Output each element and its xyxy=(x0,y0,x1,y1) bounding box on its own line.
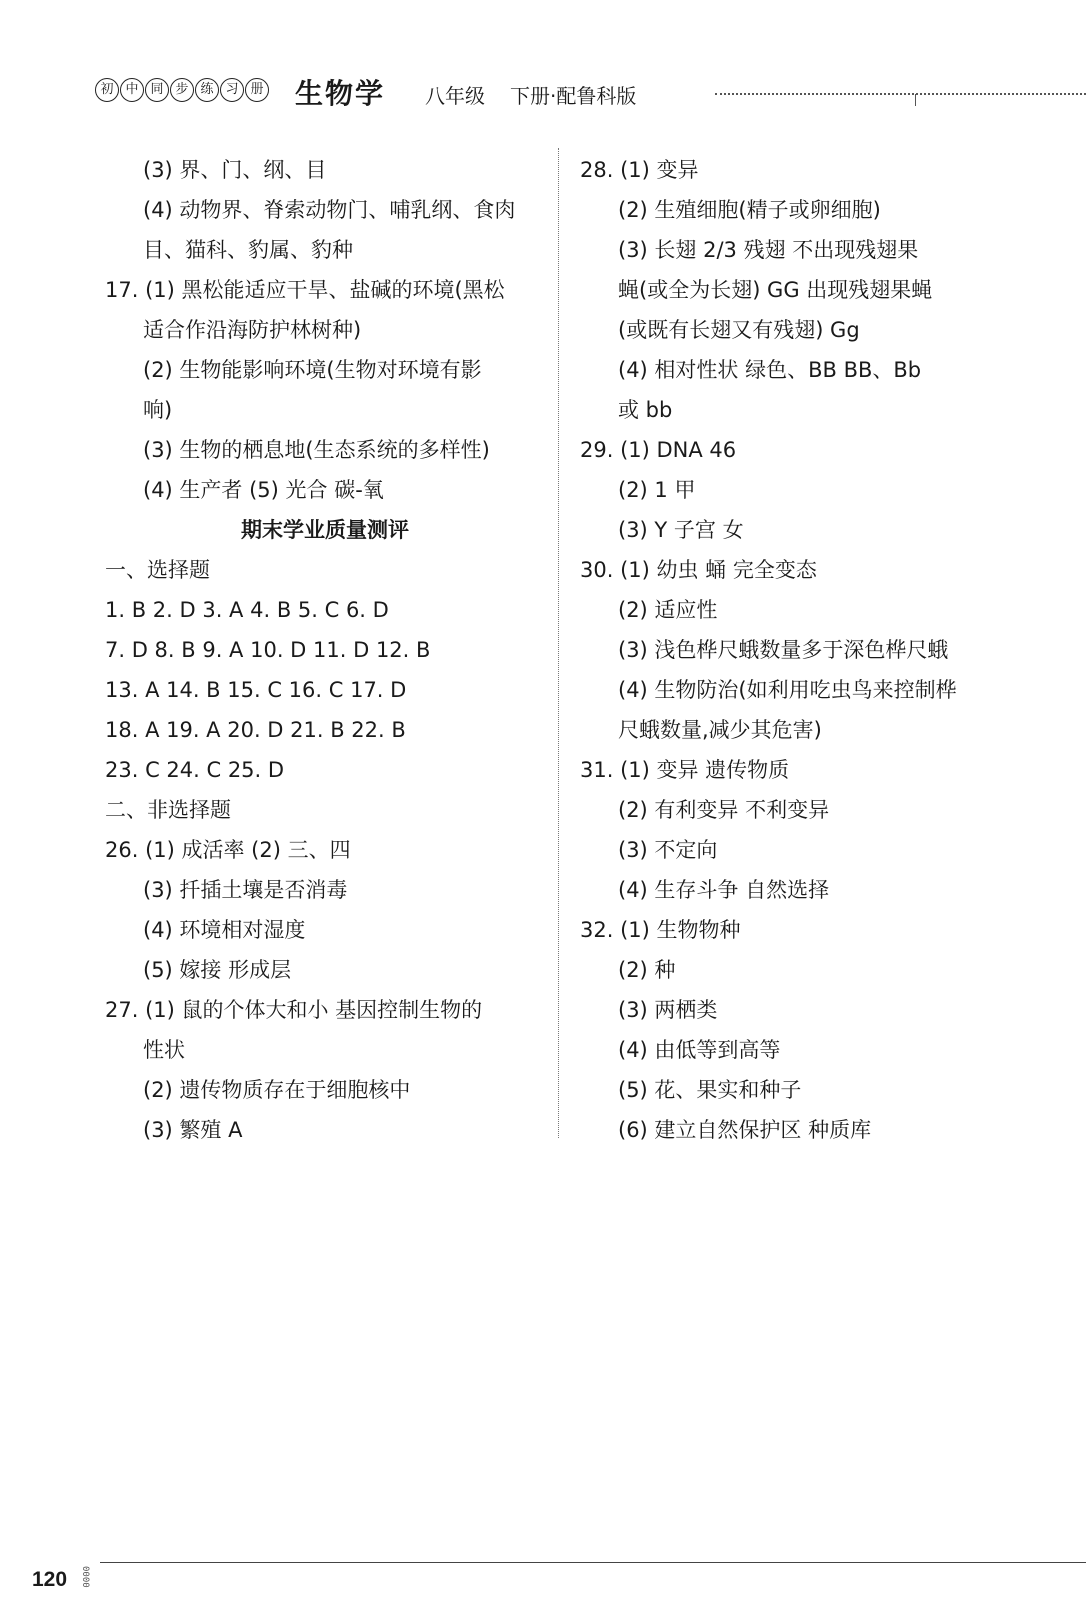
edition-label: 下册·配鲁科版 xyxy=(510,84,637,108)
answer-line: 28. (1) 变异 xyxy=(580,158,699,182)
answer-line: (2) 有利变异 不利变异 xyxy=(618,798,830,822)
grade-label: 八年级 xyxy=(425,84,485,108)
answer-line: (或既有长翅又有残翅) Gg xyxy=(618,318,860,342)
header-dotted-rule xyxy=(715,93,1086,95)
answer-line: (2) 生物能影响环境(生物对环境有影 xyxy=(143,358,482,382)
answer-line: (4) 生存斗争 自然选择 xyxy=(618,878,830,902)
answer-column-right xyxy=(580,150,1040,1150)
answer-line: (4) 动物界、脊索动物门、哺乳纲、食肉 xyxy=(143,198,516,222)
footer-side-mark: 0000 xyxy=(80,1566,90,1588)
series-title xyxy=(95,78,269,102)
page-number: 120 xyxy=(32,1568,68,1591)
answer-line: (4) 相对性状 绿色、BB BB、Bb xyxy=(618,358,922,382)
answer-line: 或 bb xyxy=(618,398,673,422)
answer-line: 尺蛾数量,减少其危害) xyxy=(618,718,822,742)
answer-column-left xyxy=(105,150,545,1150)
answer-line: 一、选择题 xyxy=(105,558,210,582)
series-char: 中 xyxy=(120,78,144,102)
series-char: 练 xyxy=(195,78,219,102)
answer-line: (2) 生殖细胞(精子或卵细胞) xyxy=(618,198,881,222)
answer-line: (2) 适应性 xyxy=(618,598,718,622)
answer-line: 29. (1) DNA 46 xyxy=(580,438,737,462)
answer-line: (3) 浅色桦尺蛾数量多于深色桦尺蛾 xyxy=(618,638,949,662)
answer-line: (6) 建立自然保护区 种质库 xyxy=(618,1118,872,1142)
answer-line: 17. (1) 黑松能适应干旱、盐碱的环境(黑松 xyxy=(105,278,505,302)
answer-line: (4) 由低等到高等 xyxy=(618,1038,781,1062)
answer-line: 13. A 14. B 15. C 16. C 17. D xyxy=(105,678,407,702)
subject-title: 生物学 xyxy=(295,77,386,110)
answer-line: 性状 xyxy=(143,1038,185,1062)
answer-line: 32. (1) 生物物种 xyxy=(580,918,741,942)
answer-line: 18. A 19. A 20. D 21. B 22. B xyxy=(105,718,406,742)
answer-line: 27. (1) 鼠的个体大和小 基因控制生物的 xyxy=(105,998,483,1022)
answer-line: (5) 花、果实和种子 xyxy=(618,1078,802,1102)
answer-line: 1. B 2. D 3. A 4. B 5. C 6. D xyxy=(105,598,389,622)
answer-line: (4) 生物防治(如利用吃虫鸟来控制桦 xyxy=(618,678,957,702)
answer-line: 23. C 24. C 25. D xyxy=(105,758,285,782)
answer-line: 30. (1) 幼虫 蛹 完全变态 xyxy=(580,558,817,582)
answer-line: (3) 繁殖 A xyxy=(143,1118,243,1142)
answer-line: (4) 生产者 (5) 光合 碳-氧 xyxy=(143,478,384,502)
answer-line: (3) 界、门、纲、目 xyxy=(143,158,327,182)
answer-line: (3) 两栖类 xyxy=(618,998,718,1022)
header-tick-mark xyxy=(915,94,916,106)
answer-line: (3) Y 子宫 女 xyxy=(618,518,744,542)
answer-line: 适合作沿海防护林树种) xyxy=(143,318,362,342)
answer-line: (2) 种 xyxy=(618,958,676,982)
answer-line: 26. (1) 成活率 (2) 三、四 xyxy=(105,838,351,862)
section-heading: 期末学业质量测评 xyxy=(241,518,409,542)
series-char: 步 xyxy=(170,78,194,102)
answer-line: (3) 不定向 xyxy=(618,838,718,862)
footer-rule xyxy=(100,1562,1086,1563)
series-char: 初 xyxy=(95,78,119,102)
answer-line: 响) xyxy=(143,398,173,422)
column-divider xyxy=(558,148,559,1138)
answer-line: (3) 长翅 2/3 残翅 不出现残翅果 xyxy=(618,238,919,262)
answer-line: 蝇(或全为长翅) GG 出现残翅果蝇 xyxy=(618,278,933,302)
answer-line: (2) 遗传物质存在于细胞核中 xyxy=(143,1078,411,1102)
answer-line: (5) 嫁接 形成层 xyxy=(143,958,292,982)
series-char: 册 xyxy=(245,78,269,102)
answer-line: 31. (1) 变异 遗传物质 xyxy=(580,758,790,782)
page-header xyxy=(95,78,1086,118)
answer-line: 7. D 8. B 9. A 10. D 11. D 12. B xyxy=(105,638,431,662)
answer-line: (4) 环境相对湿度 xyxy=(143,918,306,942)
answer-line: 目、猫科、豹属、豹种 xyxy=(143,238,353,262)
series-char: 同 xyxy=(145,78,169,102)
series-char: 习 xyxy=(220,78,244,102)
answer-line: (3) 生物的栖息地(生态系统的多样性) xyxy=(143,438,490,462)
answer-line: (3) 扦插土壤是否消毒 xyxy=(143,878,348,902)
answer-line: (2) 1 甲 xyxy=(618,478,696,502)
answer-line: 二、非选择题 xyxy=(105,798,231,822)
